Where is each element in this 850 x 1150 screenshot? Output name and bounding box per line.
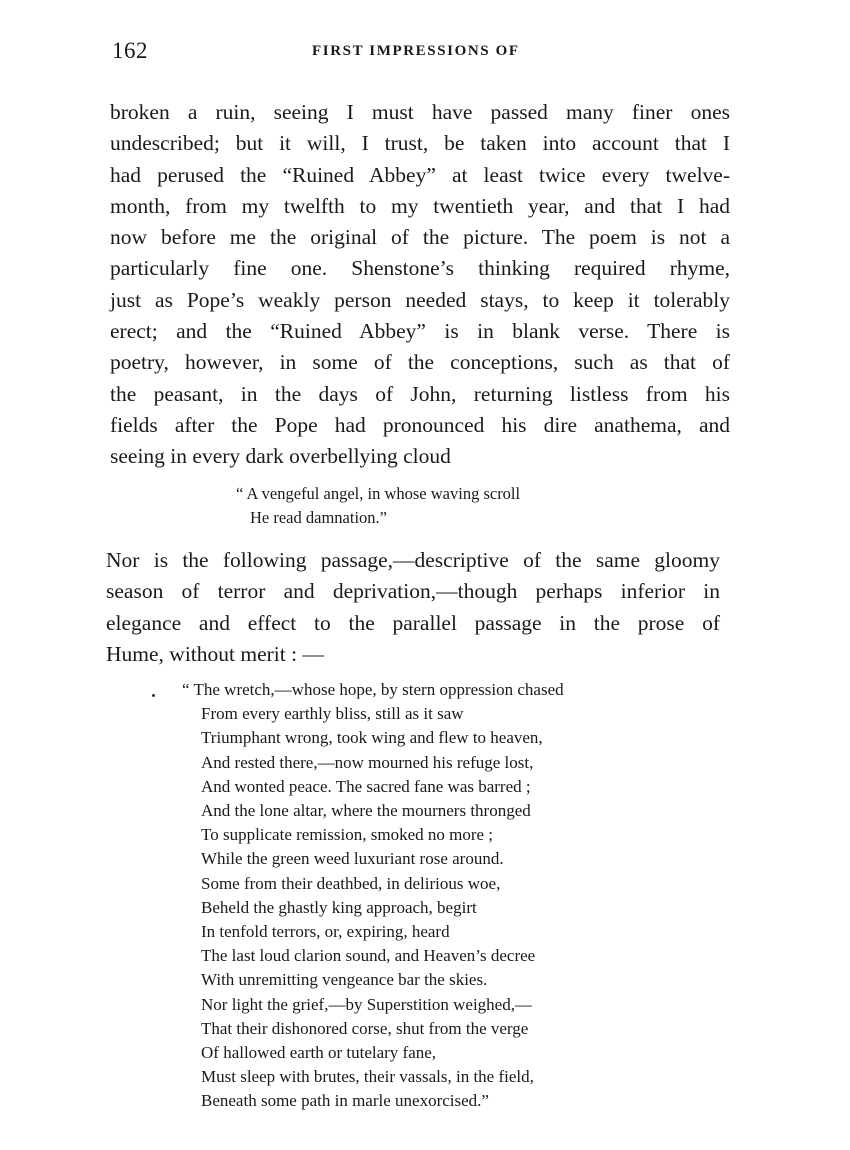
running-head bbox=[112, 38, 732, 68]
verse-quote-2 bbox=[182, 678, 682, 1114]
text-line: broken a ruin, seeing I must have passed many finer ones bbox=[110, 100, 730, 124]
verse-line: Some from their deathbed, in delirious woe, bbox=[201, 873, 501, 893]
text-line: season of terror and deprivation,—though perhaps inferior in bbox=[106, 579, 720, 604]
verse-line: Beneath some path in marle unexorcised.” bbox=[201, 1091, 489, 1111]
text-line: elegance and effect to the parallel passage in the prose of bbox=[106, 610, 720, 635]
paragraph-2 bbox=[106, 545, 720, 670]
paragraph-1 bbox=[110, 97, 730, 473]
verse-line: He read damnation.” bbox=[250, 508, 387, 527]
verse-line: In tenfold terrors, or, expiring, heard bbox=[201, 922, 450, 942]
print-speck bbox=[152, 694, 155, 697]
verse-line: Of hallowed earth or tutelary fane, bbox=[201, 1043, 437, 1063]
verse-line: Beheld the ghastly king approach, begirt bbox=[201, 897, 477, 917]
text-line: seeing in every dark overbellying cloud bbox=[110, 444, 451, 469]
text-line: particularly fine one. Shenstone’s thinking required rhyme, bbox=[110, 256, 730, 281]
verse-line: And the lone altar, where the mourners thronged bbox=[201, 801, 531, 821]
verse-line: With unremitting vengeance bar the skies. bbox=[201, 970, 488, 990]
text-line: Hume, without merit : — bbox=[106, 641, 324, 666]
page-number: 162 bbox=[112, 38, 148, 63]
running-title: FIRST IMPRESSIONS OF bbox=[312, 43, 520, 59]
text-line: Nor is the following passage,—descriptive of the same gloomy bbox=[106, 548, 720, 572]
verse-line: “ A vengeful angel, in whose waving scroll bbox=[236, 484, 521, 503]
text-line: had perused the “Ruined Abbey” at least twice every twelve- bbox=[110, 162, 730, 187]
text-line: month, from my twelfth to my twentieth year, and that I had bbox=[110, 193, 730, 218]
text-line: poetry, however, in some of the conceptions, such as that of bbox=[110, 350, 730, 375]
verse-line: From every earthly bliss, still as it saw bbox=[201, 704, 464, 724]
text-line: now before me the original of the picture. The poem is not a bbox=[110, 225, 730, 250]
verse-line: To supplicate remission, smoked no more ; bbox=[201, 825, 494, 845]
verse-line: Triumphant wrong, took wing and flew to heaven, bbox=[201, 728, 543, 748]
text-line: the peasant, in the days of John, returning listless from his bbox=[110, 381, 730, 406]
text-line: fields after the Pope had pronounced his dire anathema, and bbox=[110, 412, 730, 437]
verse-line: “ The wretch,—whose hope, by stern oppression chased bbox=[182, 680, 564, 699]
text-line: just as Pope’s weakly person needed stays, to keep it tolerably bbox=[110, 287, 730, 312]
verse-line: And wonted peace. The sacred fane was barred ; bbox=[201, 776, 531, 796]
text-line: undescribed; but it will, I trust, be taken into account that I bbox=[110, 131, 730, 156]
verse-quote-1 bbox=[236, 482, 656, 530]
verse-line: Must sleep with brutes, their vassals, in the field, bbox=[201, 1067, 534, 1087]
verse-line: While the green weed luxuriant rose around. bbox=[201, 849, 504, 869]
verse-line: And rested there,—now mourned his refuge lost, bbox=[201, 752, 534, 772]
text-line: erect; and the “Ruined Abbey” is in blank verse. There is bbox=[110, 319, 730, 344]
verse-line: That their dishonored corse, shut from the verge bbox=[201, 1018, 529, 1038]
verse-line: Nor light the grief,—by Superstition weighed,— bbox=[201, 994, 532, 1014]
verse-line: The last loud clarion sound, and Heaven’s decree bbox=[201, 946, 536, 966]
